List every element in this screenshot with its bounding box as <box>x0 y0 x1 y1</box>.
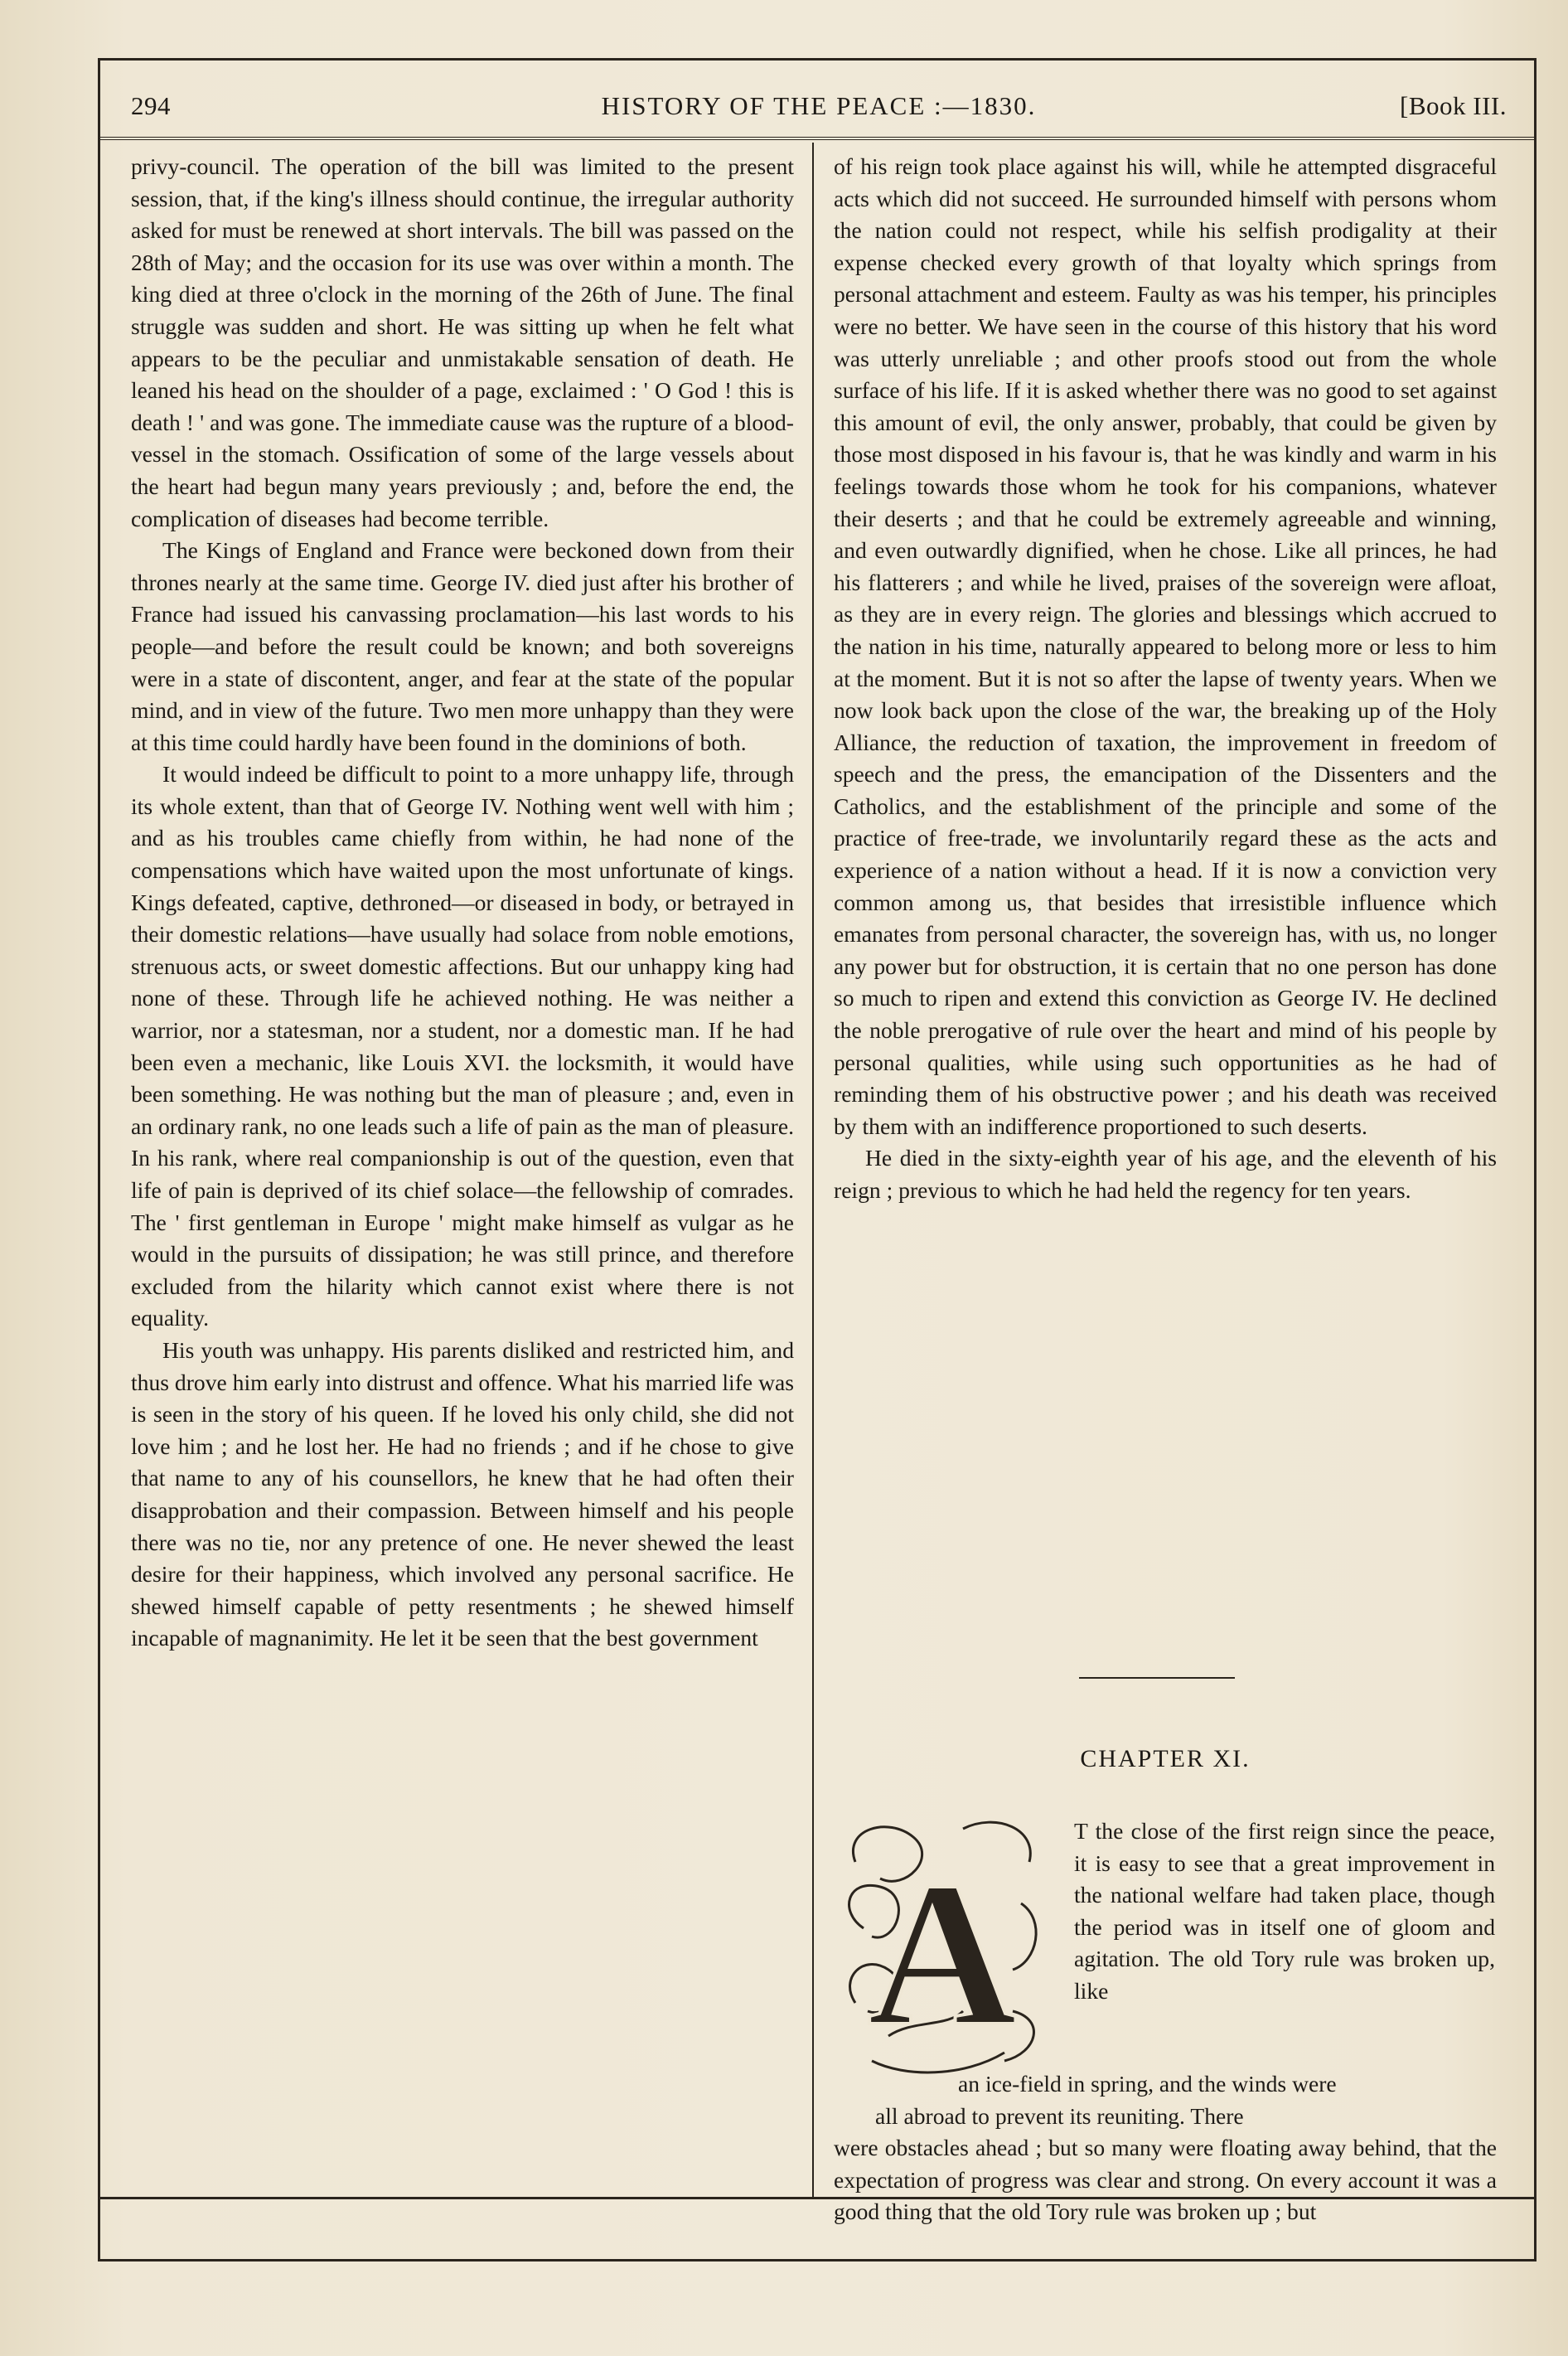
ornamental-drop-cap <box>839 1812 1046 2086</box>
footer-rule <box>98 2197 1534 2199</box>
paragraph: It would indeed be difficult to point to a more unhappy life, through its whole extent, than that of George IV. Nothing went well with him ; and as his troubles came chiefly from within, he had none of the compensations which have waited upon the most unfortunate of kings. Kings defeated, captive, dethroned—or diseased in body, or betrayed in their domestic relations—have usually had solace from noble emotions, strenuous acts, or sweet domestic affections. But our unhappy king had none of these. Through life he achieved nothing. He was neither a warrior, nor a statesman, nor a student, nor a domestic man. If he had been even a mechanic, like Louis XVI. the locksmith, it would have been something. He was nothing but the man of pleasure ; and, even in an ordinary rank, no one leads such a life of pain as the man of pleasure. In his rank, where real companionship is out of the question, even that life of pain is deprived of its chief solace—the fellowship of comrades. The ' first gentleman in Europe ' might make himself as vulgar as he would in the pursuits of dissipation; he was still prince, and therefore excluded from the hilarity which cannot exist where there is not equality. <box>131 761 794 1331</box>
section-rule <box>1079 1677 1235 1679</box>
chapter-heading: CHAPTER XI. <box>1080 1745 1251 1772</box>
drop-cap-letter: A <box>867 1840 1018 2069</box>
paragraph: privy-council. The operation of the bill was limited to the present session, that, if the king's illness should continue, the irregular authority asked for must be renewed at short intervals. The bill was passed on the 28th of May; and the occasion for its use was over within a month. The king died at three o'clock in the morning of the 26th of June. The final struggle was sudden and short. He was sitting up when he felt what appears to be the peculiar and unmistakable sensation of death. He leaned his head on the shoulder of a page, exclaimed : ' O God ! this is death ! ' and was gone. The immediate cause was the rupture of a blood-vessel in the stomach. Ossification of some of the large vessels about the heart had begun many years previously ; and, before the end, the complication of diseases had become terrible. <box>131 153 794 531</box>
paragraph: The Kings of England and France were beckoned down from their thrones nearly at the same time. George IV. died just after his brother of France had issued his canvassing proclamation—his last words to his people—and before the result could be known; and both sovereigns were in a state of discontent, anger, and fear at the state of the popular mind, and in view of the future. Two men more unhappy than they were at this time could hardly have been found in the dominions of both. <box>131 537 794 755</box>
running-title: HISTORY OF THE PEACE :—1830. <box>601 91 1037 120</box>
book-label: [Book III. <box>1400 91 1507 120</box>
chapter-opening-wrapped: T the close of the first reign since the peace, it is easy to see that a great improvement in the national welfare had taken place, though the period was in itself one of gloom and agitation. The old Tory rule was broken up, like <box>1074 1818 1495 2004</box>
paragraph: His youth was unhappy. His parents disliked and restricted him, and thus drove him early into distrust and offence. What his married life was is seen in the story of his queen. If he loved his only child, she did not love him ; and he lost her. He had no friends ; and if he chose to give that name to any of his counsellors, he knew that he had often their disapprobation and their compassion. Between himself and his people there was no tie, nor any pretence of one. He never shewed the least desire for their happiness, which involved any personal sacrifice. He shewed himself capable of petty resentments ; he shewed himself incapable of magnanimity. He let it be seen that the best government <box>131 1336 794 1651</box>
paragraph: He died in the sixty-eighth year of his age, and the eleventh of his reign ; previous to which he had held the regency for ten years. <box>834 1145 1497 1203</box>
column-divider <box>812 143 814 2198</box>
header-rule <box>98 137 1534 140</box>
paragraph: of his reign took place against his will, while he attempted disgraceful acts which did not succeed. He surrounded himself with persons whom the nation could not respect, while his selfish prodigality at their expense checked every growth of that loyalty which springs from personal attachment and esteem. Faulty as was his temper, his principles were no better. We have seen in the course of this history that his word was utterly unreliable ; and other proofs stood out from the whole surface of his life. If it is asked whether there was no good to set against this amount of evil, the only answer, probably, that could be given by those most disposed in his favour is, that he was kindly and warm in his feelings towards those whom he took for his companions, whatever their deserts ; and that he could be extremely agreeable and winning, and even outwardly dignified, when he chose. Like all princes, he had his flatterers ; and while he lived, praises of the sovereign were afloat, as they are in every reign. The glories and blessings which accrued to the nation in his time, naturally appeared to belong more or less to him at the moment. But it is not so after the lapse of twenty years. When we now look back upon the close of the war, the breaking up of the Holy Alliance, the reduction of taxation, the improvement in freedom of speech and the press, the emancipation of the Dissenters and the Catholics, and the establishment of the principle and some of the practice of free-trade, we involuntarily regard these as the acts and experience of a nation without a head. If it is now a conviction very common among us, that besides that irresistible influence which emanates from personal character, the sovereign has, with us, no longer any power but for obstruction, it is certain that no one person has done so much to ripen and extend this conviction as George IV. He declined the noble prerogative of rule over the heart and mind of his people by personal qualities, while using such opportunities as he had of reminding them of his obstructive power ; and his death was received by them with an indifference proportioned to such deserts. <box>834 153 1497 1139</box>
text-line: all abroad to prevent its reuniting. There <box>875 2102 1244 2129</box>
text-line: an ice-field in spring, and the winds were <box>958 2071 1337 2097</box>
text-block: were obstacles ahead ; but so many were floating away behind, that the expectation of progress was clear and strong. On every account it was a good thing that the old Tory rule was broken up ; but <box>834 2135 1497 2225</box>
chapter-opening-continued <box>834 2068 1497 2228</box>
left-column <box>131 151 794 1655</box>
page-number: 294 <box>131 91 171 120</box>
right-column <box>834 151 1497 1207</box>
running-header <box>131 86 1507 131</box>
